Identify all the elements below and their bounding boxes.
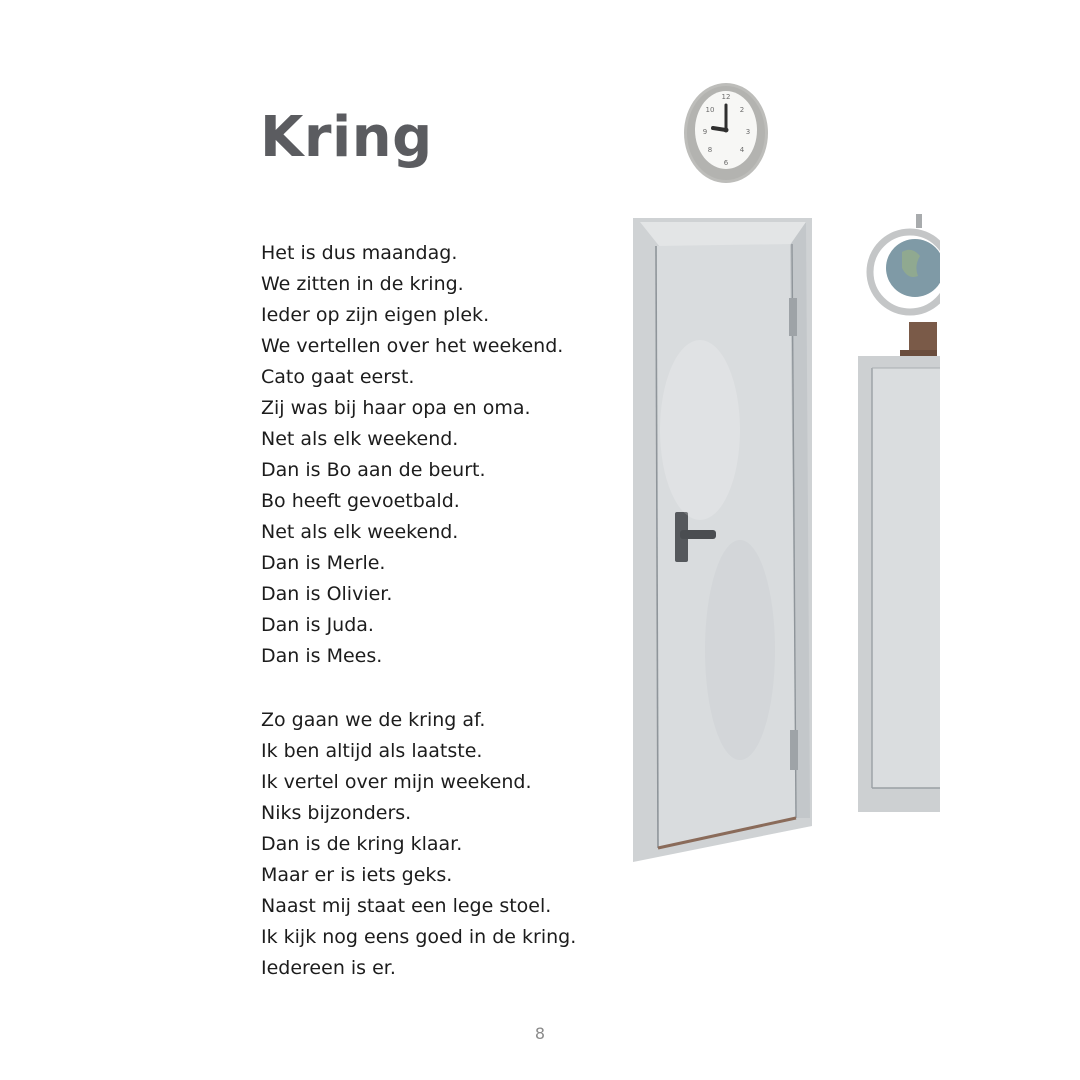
poem-line: Dan is Olivier. [261, 583, 393, 605]
poem-line: Bo heeft gevoetbald. [261, 490, 460, 512]
poem-line: Ik ben altijd als laatste. [261, 740, 483, 762]
poem-line: Dan is Mees. [261, 645, 383, 667]
svg-text:10: 10 [705, 106, 715, 114]
poem-line: Het is dus maandag. [261, 242, 458, 264]
poem-line: Naast mij staat een lege stoel. [261, 895, 552, 917]
poem-stanza-2 [261, 705, 641, 984]
poem-line: Net als elk weekend. [261, 521, 459, 543]
svg-text:9: 9 [702, 128, 708, 136]
classroom-illustration [600, 50, 940, 880]
poem-line: We vertellen over het weekend. [261, 335, 564, 357]
poem-line: We zitten in de kring. [261, 273, 464, 295]
svg-text:2: 2 [739, 106, 745, 114]
poem-line: Iedereen is er. [261, 957, 396, 979]
poem-line: Dan is Merle. [261, 552, 386, 574]
poem-line: Zij was bij haar opa en oma. [261, 397, 531, 419]
poem-line: Maar er is iets geks. [261, 864, 453, 886]
poem-line: Zo gaan we de kring af. [261, 709, 486, 731]
svg-text:12: 12 [721, 93, 731, 101]
poem-line: Dan is Bo aan de beurt. [261, 459, 486, 481]
poem-line: Dan is Juda. [261, 614, 374, 636]
poem-line: Ieder op zijn eigen plek. [261, 304, 490, 326]
svg-text:8: 8 [707, 146, 713, 154]
wall-clock-icon [684, 83, 768, 183]
cabinet-icon [858, 356, 940, 812]
page-title: Kring [260, 105, 433, 170]
svg-text:3: 3 [745, 128, 751, 136]
poem-line: Ik kijk nog eens goed in de kring. [261, 926, 577, 948]
door-icon [633, 218, 812, 862]
poem-line: Dan is de kring klaar. [261, 833, 463, 855]
globe-icon [870, 214, 940, 358]
poem-line: Cato gaat eerst. [261, 366, 415, 388]
svg-text:6: 6 [723, 159, 729, 167]
poem-line: Net als elk weekend. [261, 428, 459, 450]
poem-stanza-1 [261, 238, 641, 672]
poem-line: Niks bijzonders. [261, 802, 412, 824]
svg-text:4: 4 [739, 146, 745, 154]
page-number: 8 [534, 1024, 546, 1043]
poem-line: Ik vertel over mijn weekend. [261, 771, 532, 793]
